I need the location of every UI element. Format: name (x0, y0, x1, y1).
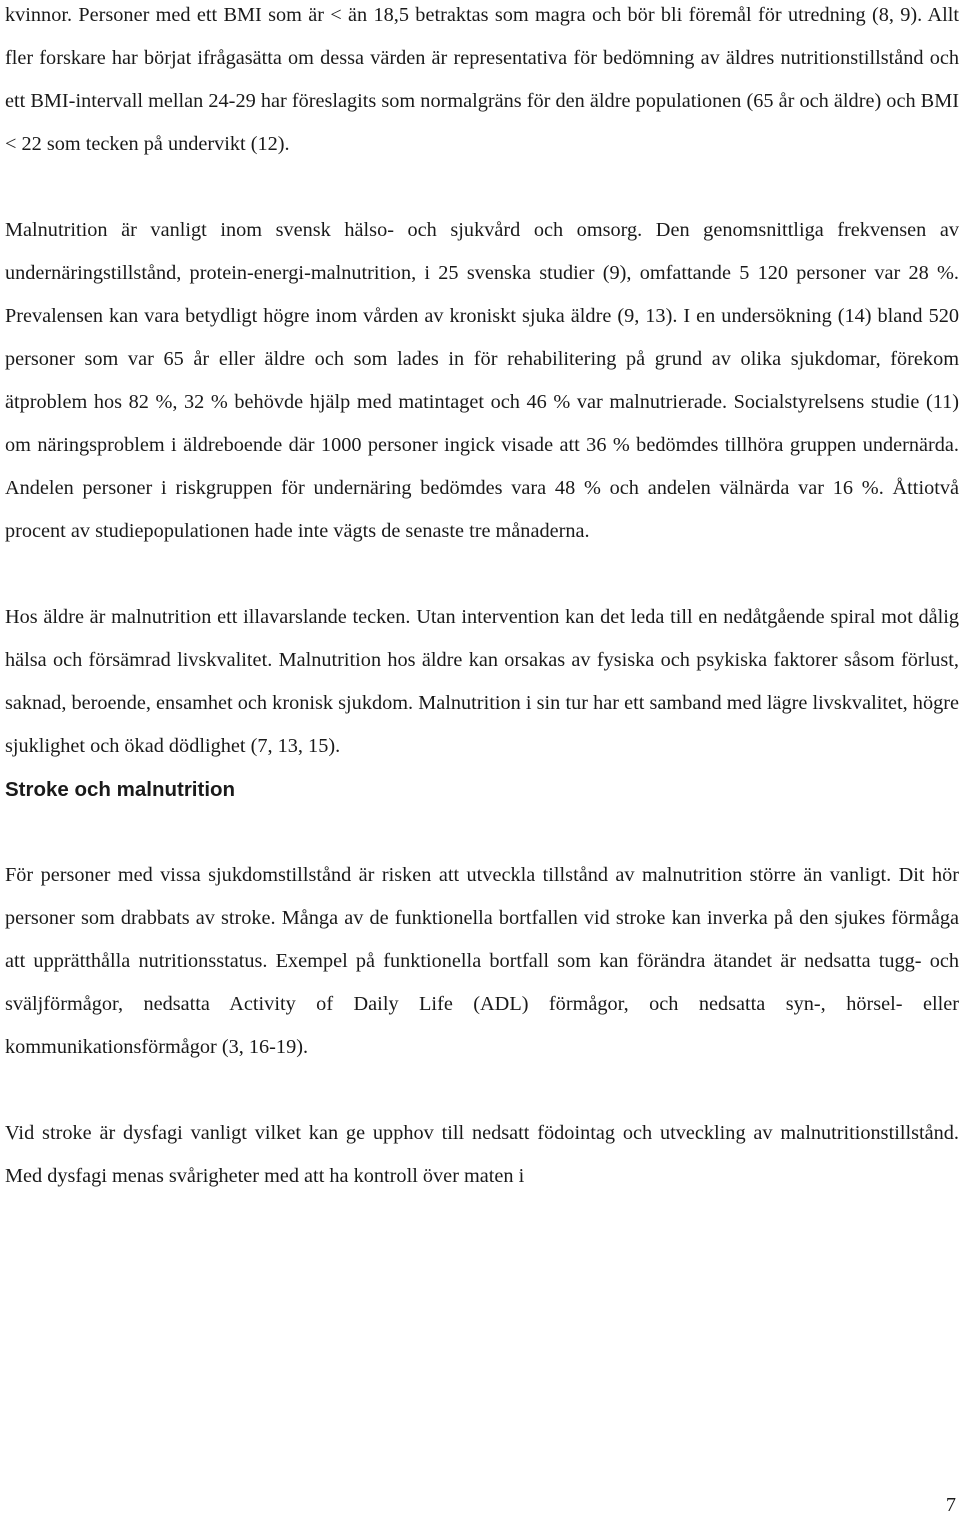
document-page (5, 0, 959, 1198)
page-number: 7 (945, 1494, 956, 1516)
paragraph-malnutrition-prevalence: Malnutrition är vanligt inom svensk hälso- och sjukvård och omsorg. Den genomsnittliga frekvensen av undernäringstillstånd, protein-energi-malnutrition, i 25 svenska studier (9), omfattande 5 120 personer var 28 %. Prevalensen kan vara betydligt högre inom vården av kroniskt sjuka äldre (9, 13). I en undersökning (14) bland 520 personer som var 65 år eller äldre och som lades in för rehabilitering på grund av olika sjukdomar, förekom ätproblem hos 82 %, 32 % behövde hjälp med matintaget och 46 % var malnutrierade. Socialstyrelsens studie (11) om näringsproblem i äldreboende där 1000 personer ingick visade att 36 % bedömdes tillhöra gruppen undernärda. Andelen personer i riskgruppen för undernäring bedömdes vara 48 % och andelen välnärda var 16 %. Åttiotvå procent av studiepopulationen hade inte vägts de senaste tre månaderna. (5, 219, 959, 542)
paragraph-malnutrition-consequences: Hos äldre är malnutrition ett illavarslande tecken. Utan intervention kan det leda till en nedåtgående spiral mot dålig hälsa och försämrad livskvalitet. Malnutrition hos äldre kan orsakas av fysiska och psykiska faktorer såsom förlust, saknad, beroende, ensamhet och kronisk sjukdom. Malnutrition i sin tur har ett samband med lägre livskvalitet, högre sjuklighet och ökad dödlighet (7, 13, 15). (5, 606, 959, 757)
paragraph-bmi-definitions: kvinnor. Personer med ett BMI som är < än 18,5 betraktas som magra och bör bli föremål för utredning (8, 9). Allt fler forskare har börjat ifrågasätta om dessa värden är representativa för bedömning av äldres nutritionstillstånd och ett BMI-intervall mellan 24-29 har föreslagits som normalgräns för den äldre populationen (65 år och äldre) och BMI < 22 som tecken på undervikt (12). (5, 4, 959, 155)
section-heading: Stroke och malnutrition (5, 778, 236, 801)
paragraph-stroke-risk: För personer med vissa sjukdomstillstånd är risken att utveckla tillstånd av malnutrition större än vanligt. Dit hör personer som drabbats av stroke. Många av de funktionella bortfallen vid stroke kan inverka på den sjukes förmåga att upprätthålla nutritionsstatus. Exempel på funktionella bortfall som kan förändra ätandet är nedsatta tugg- och sväljförmågor, nedsatta Activity of Daily Life (ADL) förmågor, och nedsatta syn-, hörsel- eller kommunikationsförmågor (3, 16-19). (5, 864, 959, 1058)
paragraph-dysphagia: Vid stroke är dysfagi vanligt vilket kan ge upphov till nedsatt födointag och utveckling av malnutritionstillstånd. Med dysfagi menas svårigheter med att ha kontroll över maten i (5, 1122, 959, 1187)
